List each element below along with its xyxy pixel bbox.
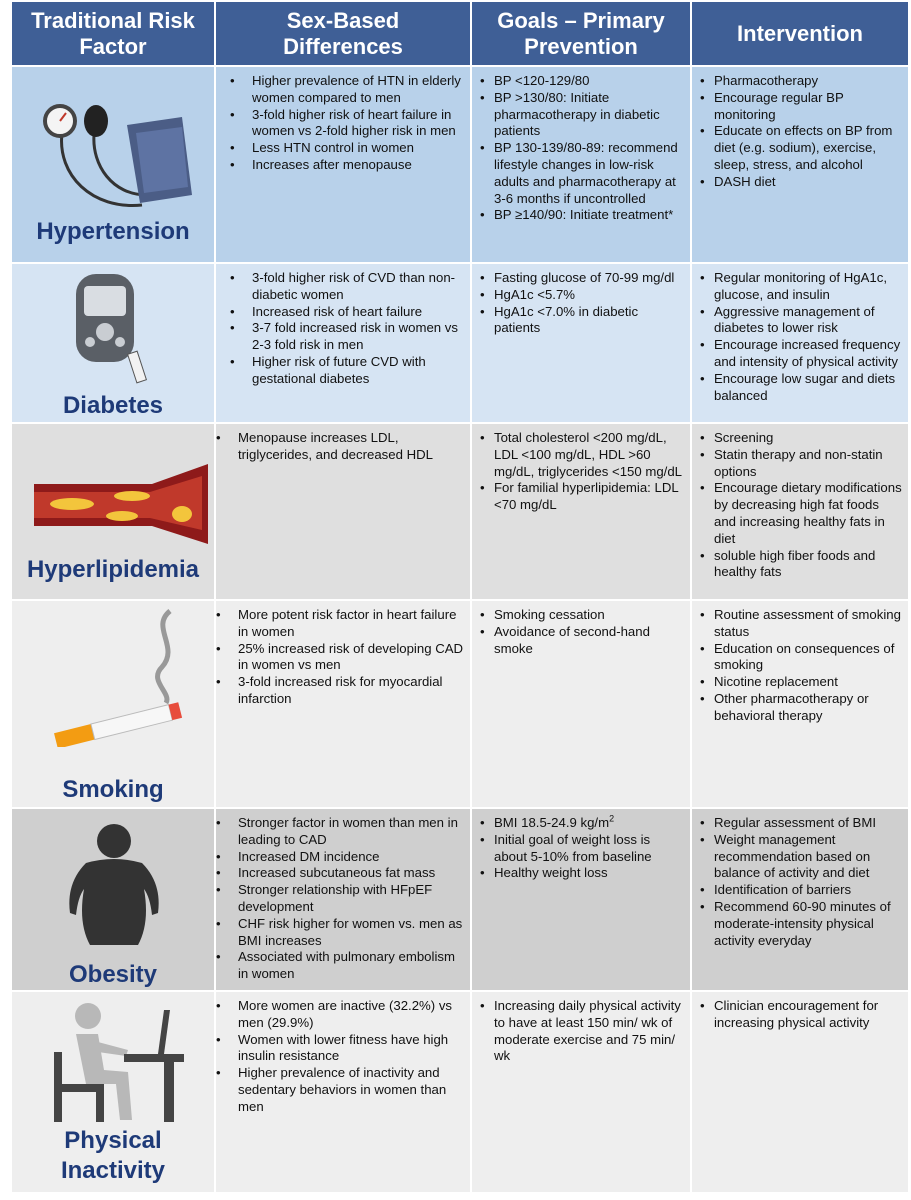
intervention-cell bbox=[692, 809, 908, 990]
list-item: • HgA1c <5.7% bbox=[494, 287, 684, 304]
differences-cell bbox=[216, 601, 472, 807]
row-obesity bbox=[12, 807, 908, 990]
list-item: • Fasting glucose of 70-99 mg/dl bbox=[494, 270, 684, 287]
differences-list bbox=[216, 601, 470, 708]
list-item: • BP 130-139/80-89: recommend lifestyle changes in low-risk adults and pharmacotherapy at 3-6 months if uncontrolled bbox=[494, 140, 684, 207]
row-hyperlipidemia bbox=[12, 422, 908, 599]
factor-name: Obesity bbox=[68, 961, 158, 988]
list-item: • Weight management recommendation based on balance of activity and diet bbox=[714, 832, 902, 882]
intervention-cell bbox=[692, 264, 908, 422]
list-item: • Increased risk of heart failure bbox=[252, 304, 464, 321]
goals-cell bbox=[472, 809, 692, 990]
list-item: • Recommend 60-90 minutes of moderate-intensity physical activity everyday bbox=[714, 899, 902, 949]
list-item: • Encourage dietary modifications by decreasing high fat foods and increasing healthy fats in diet bbox=[714, 480, 902, 547]
blood-pressure-cuff-icon bbox=[32, 95, 202, 225]
list-item: • Associated with pulmonary embolism in women bbox=[238, 949, 464, 983]
intervention-list bbox=[692, 809, 908, 949]
list-item: • BP ≥140/90: Initiate treatment* bbox=[494, 207, 684, 224]
glucose-meter-icon bbox=[70, 270, 150, 388]
goals-cell bbox=[472, 67, 692, 262]
row-physical-inactivity bbox=[12, 990, 908, 1192]
goals-list bbox=[472, 264, 690, 337]
list-item: • Stronger relationship with HFpEF development bbox=[238, 882, 464, 916]
differences-list bbox=[216, 809, 470, 983]
goals-cell bbox=[472, 264, 692, 422]
goals-list bbox=[472, 67, 690, 224]
differences-list bbox=[216, 67, 470, 174]
intervention-cell bbox=[692, 67, 908, 262]
intervention-list bbox=[692, 424, 908, 581]
intervention-cell bbox=[692, 601, 908, 807]
list-item: • Increasing daily physical activity to have at least 150 min/ wk of moderate exercise and 75 min/ wk bbox=[494, 998, 684, 1065]
intervention-cell bbox=[692, 424, 908, 599]
table-header bbox=[12, 2, 908, 65]
list-item: • Encourage low sugar and diets balanced bbox=[714, 371, 902, 405]
differences-cell bbox=[216, 424, 472, 599]
person-at-desk-icon bbox=[48, 1000, 188, 1126]
list-item: • soluble high fiber foods and healthy fats bbox=[714, 548, 902, 582]
risk-factor-table bbox=[12, 2, 908, 1192]
factor-cell bbox=[12, 264, 216, 422]
goals-list bbox=[472, 424, 690, 514]
differences-cell bbox=[216, 992, 472, 1192]
list-item: • Initial goal of weight loss is about 5-10% from baseline bbox=[494, 832, 684, 866]
factor-name: Smoking bbox=[62, 776, 164, 803]
list-item: • Pharmacotherapy bbox=[714, 73, 902, 90]
list-item: • 3-7 fold increased risk in women vs 2-3 fold risk in men bbox=[252, 320, 464, 354]
cigarette-icon bbox=[50, 607, 190, 747]
list-item: • Increased subcutaneous fat mass bbox=[238, 865, 464, 882]
list-item: • For familial hyperlipidemia: LDL <70 mg/dL bbox=[494, 480, 684, 514]
list-item: • Total cholesterol <200 mg/dL, LDL <100 mg/dL, HDL >60 mg/dL, triglycerides <150 mg/dL bbox=[494, 430, 684, 480]
list-item: • Higher risk of future CVD with gestational diabetes bbox=[252, 354, 464, 388]
row-diabetes bbox=[12, 262, 908, 422]
factor-cell bbox=[12, 992, 216, 1192]
list-item: • Increased DM incidence bbox=[238, 849, 464, 866]
goals-list bbox=[472, 809, 690, 882]
list-item: • Nicotine replacement bbox=[714, 674, 902, 691]
intervention-cell bbox=[692, 992, 908, 1192]
list-item: • Higher prevalence of inactivity and sedentary behaviors in women than men bbox=[238, 1065, 464, 1115]
list-item: • More women are inactive (32.2%) vs men (29.9%) bbox=[238, 998, 464, 1032]
list-item: • BP <120-129/80 bbox=[494, 73, 684, 90]
list-item: • Healthy weight loss bbox=[494, 865, 684, 882]
goals-list bbox=[472, 992, 690, 1065]
header-intervention: Intervention bbox=[737, 20, 863, 46]
list-item: • Increases after menopause bbox=[252, 157, 464, 174]
list-item: • Menopause increases LDL, triglycerides, and decreased HDL bbox=[238, 430, 464, 464]
intervention-list bbox=[692, 601, 908, 725]
intervention-list bbox=[692, 67, 908, 191]
list-item: • Statin therapy and non-statin options bbox=[714, 447, 902, 481]
list-item: • BMI 18.5-24.9 $kg/m^2$ bbox=[494, 815, 684, 832]
list-item: • Screening bbox=[714, 430, 902, 447]
list-item: • Regular monitoring of HgA1c, glucose, and insulin bbox=[714, 270, 902, 304]
list-item: • DASH diet bbox=[714, 174, 902, 191]
intervention-list bbox=[692, 264, 908, 404]
row-hypertension bbox=[12, 65, 908, 262]
differences-list bbox=[216, 264, 470, 388]
differences-cell bbox=[216, 67, 472, 262]
intervention-list bbox=[692, 992, 908, 1032]
list-item: • 3-fold higher risk of CVD than non-diabetic women bbox=[252, 270, 464, 304]
header-risk-factor: Traditional Risk Factor bbox=[12, 2, 216, 65]
goals-list bbox=[472, 601, 690, 657]
row-smoking bbox=[12, 599, 908, 807]
list-item: • 3-fold increased risk for myocardial infarction bbox=[238, 674, 464, 708]
list-item: • Clinician encouragement for increasing physical activity bbox=[714, 998, 902, 1032]
goals-cell bbox=[472, 992, 692, 1192]
differences-cell bbox=[216, 264, 472, 422]
list-item: • Regular assessment of BMI bbox=[714, 815, 902, 832]
differences-list bbox=[216, 424, 470, 464]
list-item: • Educate on effects on BP from diet (e.g. sodium), exercise, sleep, stress, and alcohol bbox=[714, 123, 902, 173]
list-item: • Higher prevalence of HTN in elderly women compared to men bbox=[252, 73, 464, 107]
factor-name: Physical Inactivity bbox=[60, 1127, 166, 1184]
list-item: • CHF risk higher for women vs. men as BMI increases bbox=[238, 916, 464, 950]
list-item: • BP >130/80: Initiate pharmacotherapy in diabetic patients bbox=[494, 90, 684, 140]
factor-name: Hyperlipidemia bbox=[26, 556, 200, 583]
header-goals: Goals – Primary Prevention bbox=[472, 2, 692, 65]
list-item: • Other pharmacotherapy or behavioral therapy bbox=[714, 691, 902, 725]
differences-list bbox=[216, 992, 470, 1116]
goals-cell bbox=[472, 424, 692, 599]
factor-cell bbox=[12, 67, 216, 262]
differences-cell bbox=[216, 809, 472, 990]
list-item: • HgA1c <7.0% in diabetic patients bbox=[494, 304, 684, 338]
list-item: • Smoking cessation bbox=[494, 607, 684, 624]
list-item: • Encourage regular BP monitoring bbox=[714, 90, 902, 124]
list-item: • Less HTN control in women bbox=[252, 140, 464, 157]
list-item: • More potent risk factor in heart failure in women bbox=[238, 607, 464, 641]
list-item: • Identification of barriers bbox=[714, 882, 902, 899]
list-item: • Stronger factor in women than men in leading to CAD bbox=[238, 815, 464, 849]
artery-plaque-icon bbox=[32, 464, 210, 544]
factor-name: Diabetes bbox=[62, 392, 164, 419]
list-item: • Avoidance of second-hand smoke bbox=[494, 624, 684, 658]
factor-cell bbox=[12, 809, 216, 990]
list-item: • Education on consequences of smoking bbox=[714, 641, 902, 675]
factor-cell bbox=[12, 601, 216, 807]
list-item: • 25% increased risk of developing CAD in women vs men bbox=[238, 641, 464, 675]
list-item: • Women with lower fitness have high insulin resistance bbox=[238, 1032, 464, 1066]
list-item: • Encourage increased frequency and intensity of physical activity bbox=[714, 337, 902, 371]
person-silhouette-icon bbox=[58, 823, 170, 953]
list-item: • 3-fold higher risk of heart failure in women vs 2-fold higher risk in men bbox=[252, 107, 464, 141]
factor-cell bbox=[12, 424, 216, 599]
list-item: • Aggressive management of diabetes to lower risk bbox=[714, 304, 902, 338]
factor-name: Hypertension bbox=[36, 218, 190, 245]
list-item: • Routine assessment of smoking status bbox=[714, 607, 902, 641]
goals-cell bbox=[472, 601, 692, 807]
header-sex-differences: Sex-Based Differences bbox=[216, 2, 472, 65]
